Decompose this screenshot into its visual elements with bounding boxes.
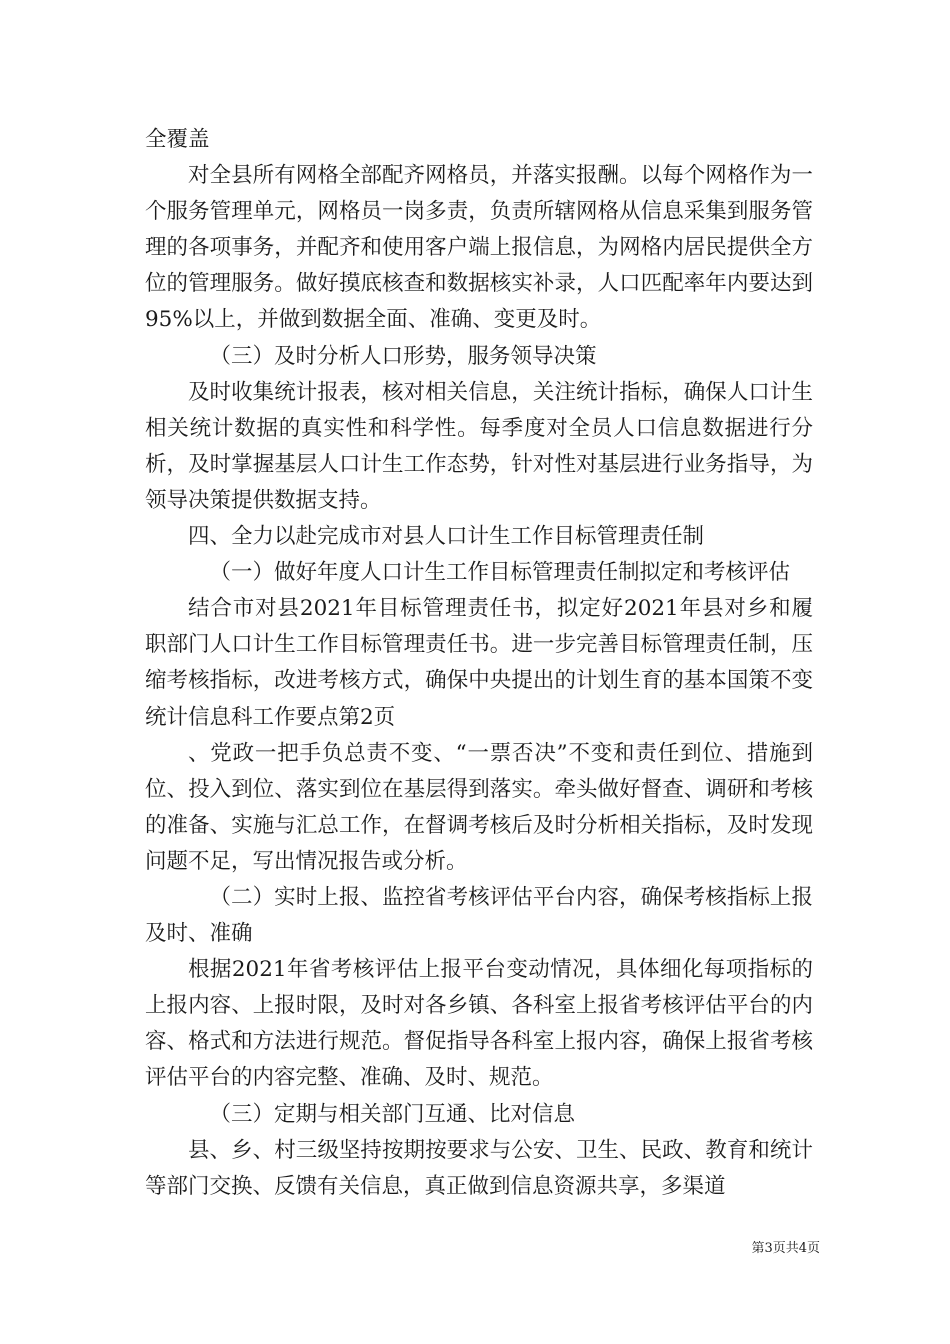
section-heading: （一）做好年度人口计生工作目标管理责任制拟定和考核评估 bbox=[209, 560, 791, 586]
paragraph: 结合市对县2021年目标管理责任书，拟定好2021年县对乡和履职部门人口计生工作目标管理责任书。进一步完善目标管理责任制，压缩考核指标，改进考核方式，确保中央提出的计划生育的基本国策不变统计信息科工作要点第2页 bbox=[145, 596, 813, 730]
paragraph: 根据2021年省考核评估上报平台变动情况，具体细化每项指标的上报内容、上报时限，及时对各乡镇、各科室上报省考核评估平台的内容、格式和方法进行规范。督促指导各科室上报内容，确保上报省考核评估平台的内容完整、准确、及时、规范。 bbox=[145, 957, 813, 1091]
document-body bbox=[145, 122, 813, 1205]
section-heading: （二）实时上报、监控省考核评估平台内容，确保考核指标上报及时、准确 bbox=[145, 884, 813, 947]
page-number: 第3页共4页 bbox=[751, 1241, 820, 1256]
paragraph: 全覆盖 bbox=[145, 127, 210, 152]
section-heading: （三）定期与相关部门互通、比对信息 bbox=[209, 1101, 576, 1127]
paragraph: 及时收集统计报表，核对相关信息，关注统计指标，确保人口计生相关统计数据的真实性和科学性。每季度对全员人口信息数据进行分析，及时掌握基层人口计生工作态势，针对性对基层进行业务指导，为领导决策提供数据支持。 bbox=[145, 379, 813, 513]
chapter-heading: 四、全力以赴完成市对县人口计生工作目标管理责任制 bbox=[188, 524, 705, 550]
paragraph: 、党政一把手负总责不变、“一票否决”不变和责任到位、措施到位、投入到位、落实到位在基层得到落实。牵头做好督查、调研和考核的准备、实施与汇总工作，在督调考核后及时分析相关指标，及时发现问题不足，写出情况报告或分析。 bbox=[145, 740, 813, 874]
paragraph: 对全县所有网格全部配齐网格员，并落实报酬。以每个网格作为一个服务管理单元，网格员一岗多责，负责所辖网格从信息采集到服务管理的各项事务，并配齐和使用客户端上报信息，为网格内居民提供全方位的管理服务。做好摸底核查和数据核实补录，人口匹配率年内要达到95%以上，并做到数据全面、准确、变更及时。 bbox=[145, 163, 813, 333]
paragraph: 县、乡、村三级坚持按期按要求与公安、卫生、民政、教育和统计等部门交换、反馈有关信息，真正做到信息资源共享，多渠道 bbox=[145, 1137, 813, 1199]
section-heading: （三）及时分析人口形势，服务领导决策 bbox=[209, 343, 597, 369]
